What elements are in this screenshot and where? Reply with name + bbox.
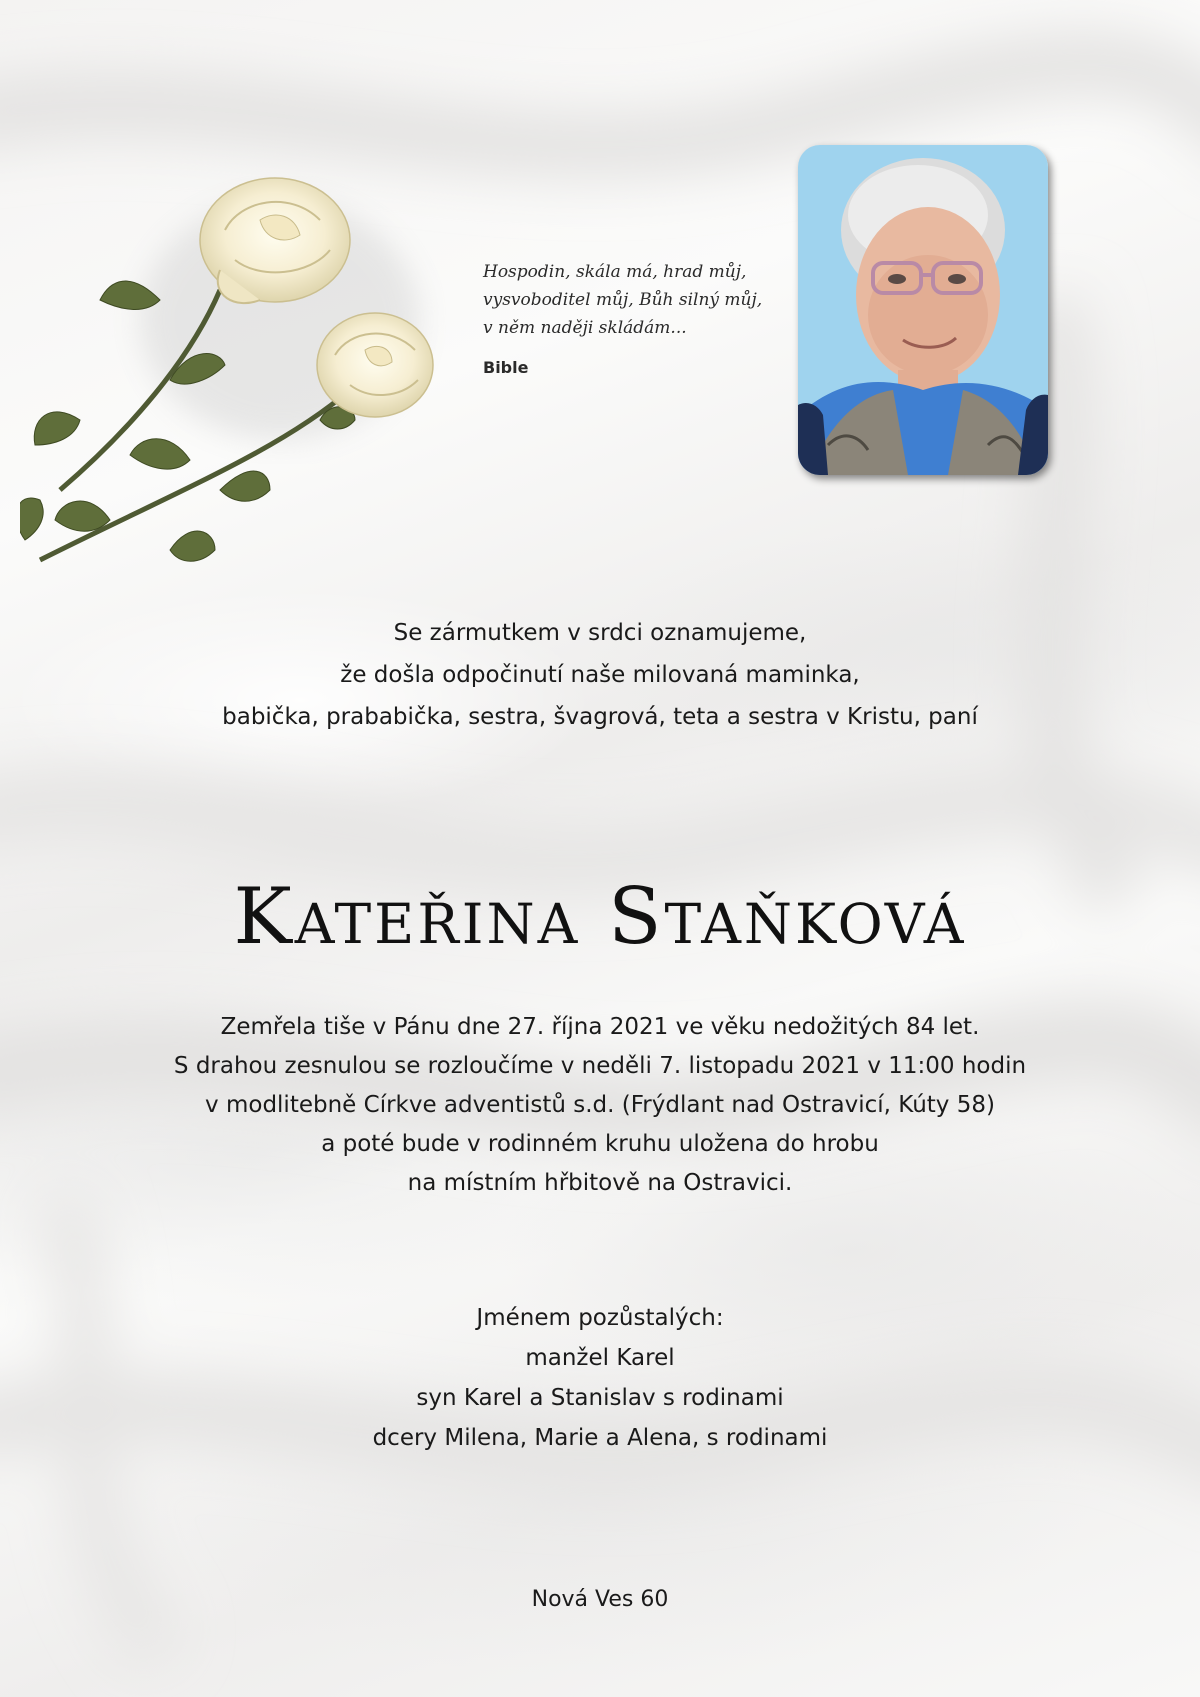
- survivors-list: [0, 1298, 1200, 1458]
- bible-verse: [483, 258, 783, 382]
- verse-line: v něm naději skládám...: [483, 318, 687, 338]
- funeral-details: [0, 1008, 1200, 1203]
- address: [0, 1585, 1200, 1615]
- verse-source: Bible: [483, 358, 529, 377]
- details-line: S drahou zesnulou se rozloučíme v neděli 7. listopadu 2021 v 11:00 hodin: [173, 1053, 1027, 1079]
- deceased-name-text: Kateřina Staňková: [233, 872, 967, 962]
- announcement-line: že došla odpočinutí naše milovaná maminka,: [340, 662, 860, 688]
- verse-line: vysvoboditel můj, Bůh silný můj,: [483, 290, 763, 310]
- survivors-line: dcery Milena, Marie a Alena, s rodinami: [372, 1425, 828, 1451]
- survivors-line: syn Karel a Stanislav s rodinami: [416, 1385, 784, 1411]
- announcement-line: babička, prababička, sestra, švagrová, teta a sestra v Kristu, paní: [222, 704, 978, 730]
- address-text: Nová Ves 60: [531, 1587, 669, 1612]
- details-line: v modlitebně Církve adventistů s.d. (Frýdlant nad Ostravicí, Kúty 58): [205, 1092, 995, 1118]
- portrait-photo: [798, 145, 1048, 475]
- announcement-text: [0, 612, 1200, 738]
- survivors-line: Jménem pozůstalých:: [476, 1305, 724, 1331]
- portrait-illustration: [798, 145, 1048, 475]
- deceased-name: [0, 872, 1200, 962]
- verse-line: Hospodin, skála má, hrad můj,: [483, 262, 747, 282]
- details-line: Zemřela tiše v Pánu dne 27. října 2021 ve věku nedožitých 84 let.: [220, 1014, 980, 1040]
- details-line: a poté bude v rodinném kruhu uložena do hrobu: [321, 1131, 879, 1157]
- details-line: na místním hřbitově na Ostravici.: [407, 1170, 793, 1196]
- survivors-line: manžel Karel: [525, 1345, 675, 1371]
- announcement-line: Se zármutkem v srdci oznamujeme,: [393, 620, 807, 646]
- roses-illustration: [20, 160, 460, 600]
